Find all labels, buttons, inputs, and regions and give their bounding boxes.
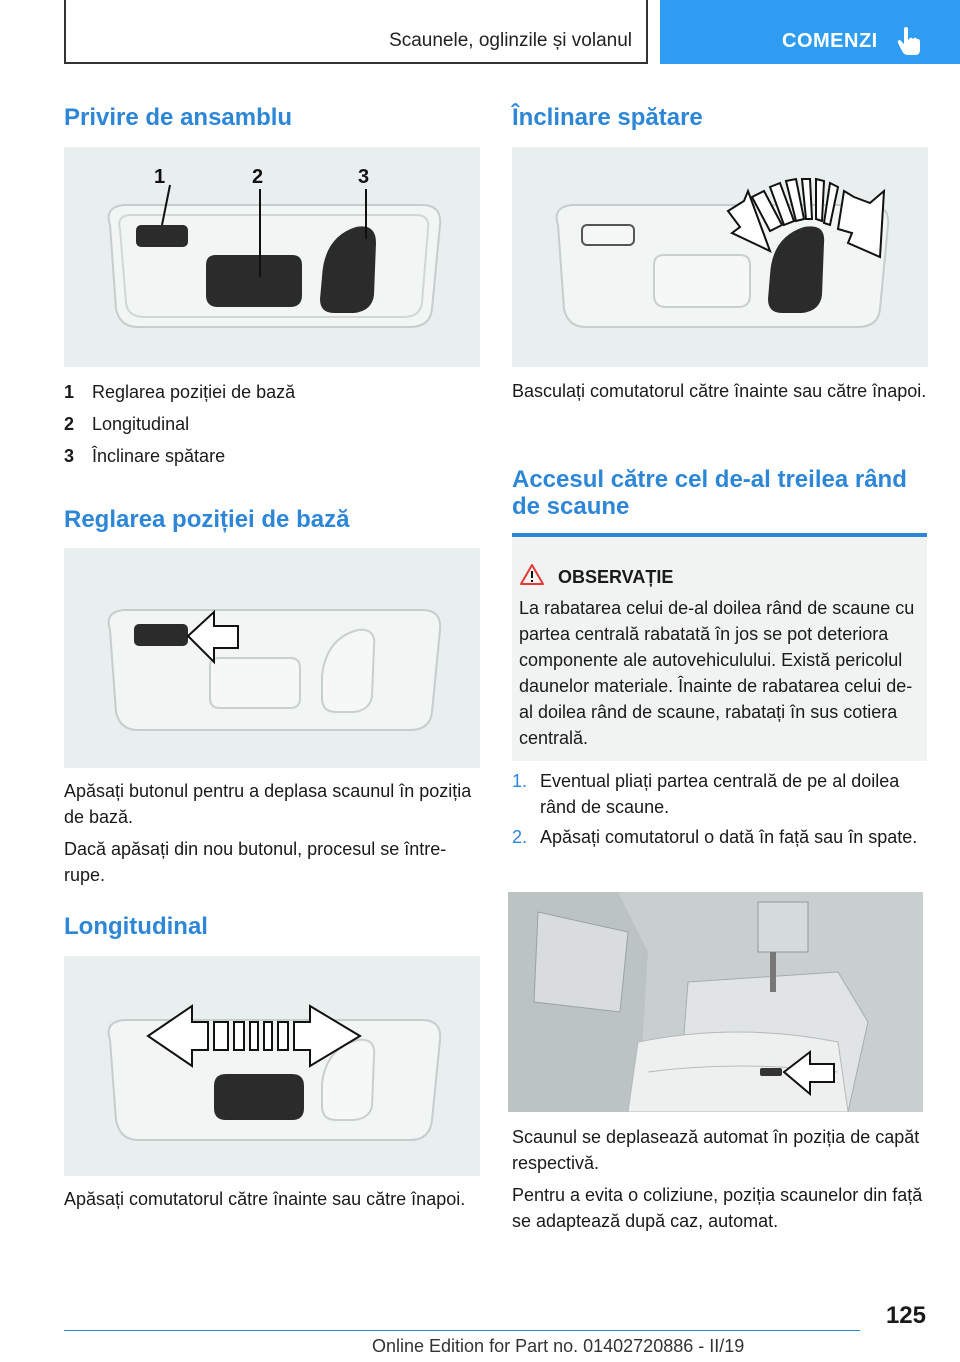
section-title: Scaunele, oglinzile și volanul (389, 30, 632, 51)
notice-box (512, 533, 927, 761)
chapter-tab[interactable] (660, 0, 960, 64)
list-item: 3 Înclinare spătare (64, 446, 226, 466)
figure-base-position-button (64, 548, 480, 768)
header-bar (64, 0, 648, 64)
page-number: 125 (885, 1302, 926, 1329)
fig1-callout-1: 1 (154, 166, 166, 188)
third-row-access-heading: Accesul către cel de-al treilea rând de scaune (512, 466, 907, 520)
list-item: 2 Longitudinal (64, 414, 190, 434)
notice-title: OBSERVAȚIE (558, 567, 674, 587)
longitudinal-text: Apăsați comutatorul către înainte sau către înapoi. (64, 1189, 466, 1209)
steps-list (512, 768, 927, 854)
longitudinal-heading: Longitudinal (64, 913, 208, 940)
footer-divider (64, 1330, 860, 1331)
fig1-callout-2: 2 (252, 166, 264, 188)
figure-second-row-seat-switch (508, 892, 923, 1112)
base-position-text-2: Dacă apăsați din nou butonul, procesul se întrerupe. (64, 839, 447, 885)
figure-backrest-tilt-switch (512, 147, 928, 367)
after-text-2: Pentru a evita o coliziune, poziția scaunelor din față se adaptează după caz, automat. (512, 1185, 923, 1231)
backrest-tilt-heading: Înclinare spătare (512, 104, 703, 131)
base-position-heading: Reglarea poziției de bază (64, 506, 350, 533)
figure-longitudinal-switch (64, 956, 480, 1176)
list-item: 2. Apăsați comutatorul o dată în față sau în spate. (512, 827, 918, 847)
edition-text: Online Edition for Part no. 01402720886 - II/19 (372, 1336, 745, 1356)
overview-heading: Privire de ansamblu (64, 104, 293, 131)
hand-pointer-icon (896, 26, 922, 56)
list-item: 1. Eventual pliați partea centrală de pe al doilea rând de scaune. (512, 771, 900, 817)
base-position-text-1: Apăsați butonul pentru a deplasa scaunul în poziția de bază. (64, 781, 472, 827)
overview-list (64, 376, 480, 472)
warning-triangle-icon (520, 563, 544, 585)
notice-text: La rabatarea celui de-al doilea rând de scaune cu partea centrală rabatată în jos se pot deteriora componente ale autovehiculului. Există pericolul daunelor materiale. Înainte de rabatarea celui de-al doilea rând de scaune, rabatați în sus cotiera centrală. (519, 598, 915, 748)
chapter-tab-label: COMENZI (782, 30, 878, 52)
figure-seat-controls-overview (64, 147, 480, 367)
after-text-1: Scaunul se deplasează automat în poziția de capăt respectivă. (512, 1127, 920, 1173)
fig1-callout-3: 3 (358, 166, 370, 188)
backrest-tilt-text: Basculați comutatorul către înainte sau către înapoi. (512, 381, 927, 401)
list-item: 1 Reglarea poziției de bază (64, 382, 296, 402)
